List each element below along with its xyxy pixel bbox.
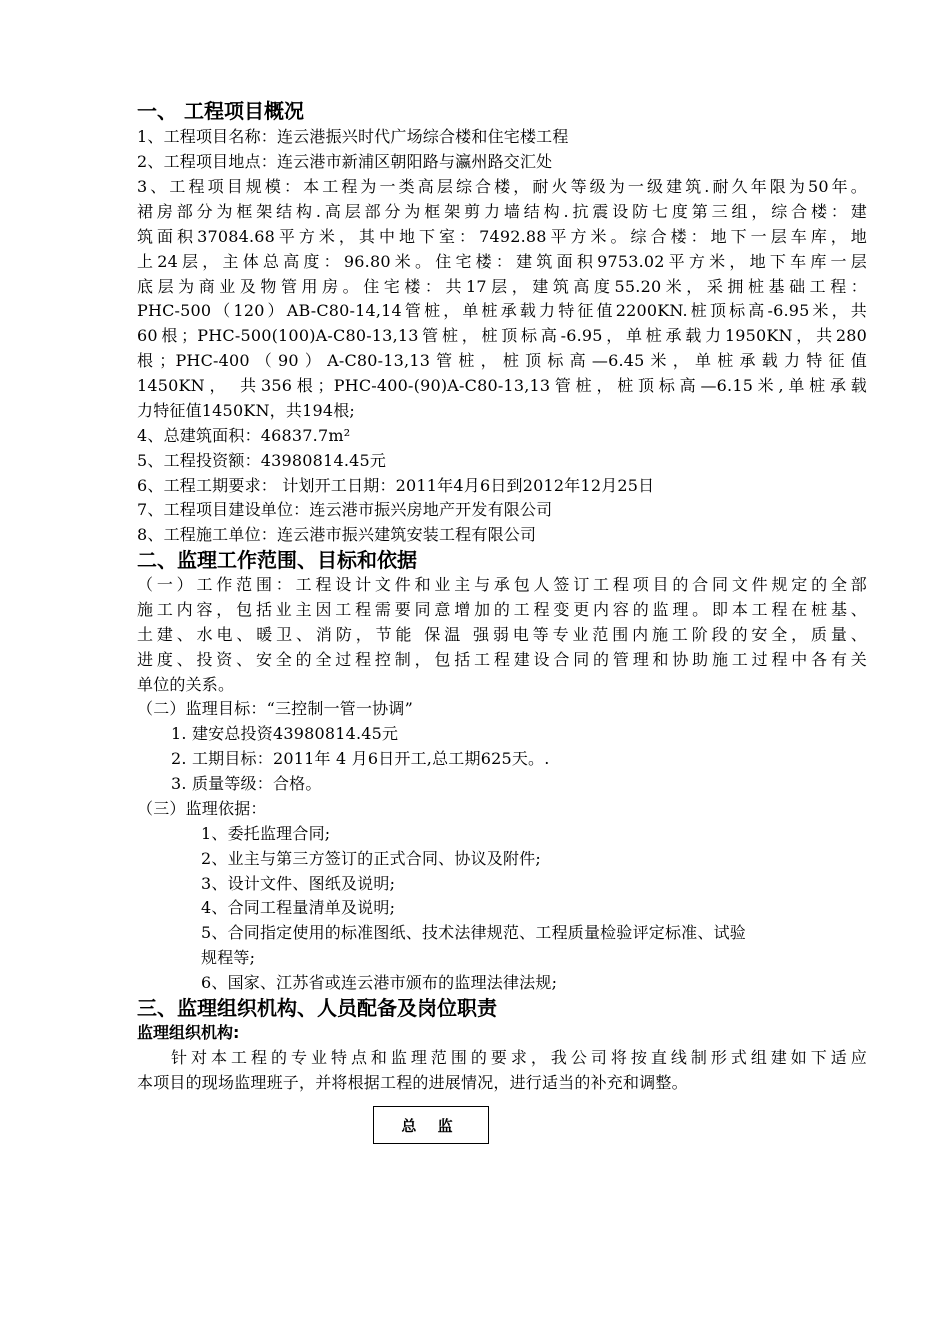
section2-title: 二、监理工作范围、目标和依据 — [137, 548, 417, 572]
section2-scope-line: 进度、投资、安全的全过程控制，包括工程建设合同的管理和协助施工过程中各有关 — [137, 650, 867, 669]
section1-line: 裙房部分为框架结构.高层部分为框架剪力墙结构.抗震设防七度第三组，综合楼：建 — [137, 202, 867, 221]
section2-scope-line: 单位的关系。 — [137, 675, 235, 694]
section2-basis-item: 5、合同指定使用的标准图纸、技术法律规范、工程质量检验评定标准、试验 — [201, 923, 746, 942]
org-chart-chief-box: 总 监 — [373, 1106, 489, 1144]
section1-line: 60根；PHC-500(100)A-C80-13,13管桩，桩顶标高-6.95，单桩承载力1950KN，共280 — [137, 326, 867, 345]
section2-basis-item: 2、业主与第三方签订的正式合同、协议及附件; — [201, 849, 541, 868]
section1-line: 力特征值1450KN，共194根; — [137, 401, 356, 420]
section2-basis-item: 3、设计文件、图纸及说明; — [201, 874, 396, 893]
section2-scope-line: （一）工作范围：工程设计文件和业主与承包人签订工程项目的合同文件规定的全部 — [137, 575, 867, 594]
section1-line: 1450KN， 共356根；PHC-400-(90)A-C80-13,13管桩，桩顶标高—6.15米,单桩承载 — [137, 376, 867, 395]
section2-basis-item: 规程等; — [201, 948, 256, 967]
section2-scope-line: 施工内容，包括业主因工程需要同意增加的工程变更内容的监理。即本工程在桩基、 — [137, 600, 867, 619]
section2-basis-title: （三）监理依据： — [137, 799, 267, 818]
section1-line: 4、总建筑面积：46837.7m² — [137, 426, 351, 445]
section1-line: PHC-500（120）AB-C80-14,14管桩，单桩承载力特征值2200KN.桩顶标高-6.95米，共 — [137, 301, 867, 320]
section3-subtitle: 监理组织机构: — [137, 1023, 240, 1042]
section3-paragraph-line: 针对本工程的专业特点和监理范围的要求，我公司将按直线制形式组建如下适应 — [171, 1048, 867, 1067]
section3-title: 三、监理组织机构、人员配备及岗位职责 — [137, 996, 497, 1020]
section1-line: 5、工程投资额：43980814.45元 — [137, 451, 387, 470]
section1-line: 8、工程施工单位：连云港市振兴建筑安装工程有限公司 — [137, 525, 537, 544]
section1-line: 6、工程工期要求： 计划开工日期：2011年4月6日到2012年12月25日 — [137, 476, 655, 495]
section1-line: 上24层，主体总高度：96.80米。住宅楼：建筑面积9753.02平方米，地下车库一层 — [137, 252, 867, 271]
section1-line: 1、工程项目名称：连云港振兴时代广场综合楼和住宅楼工程 — [137, 127, 569, 146]
section2-scope-line: 土建、水电、暖卫、消防，节能 保温 强弱电等专业范围内施工阶段的安全，质量、 — [137, 625, 867, 644]
section2-goal-item: 3. 质量等级：合格。 — [171, 774, 322, 793]
section1-line: 根；PHC-400（90）A-C80-13,13管桩，桩顶标高—6.45米，单桩承载力特征值 — [137, 351, 867, 370]
section2-goal-item: 2. 工期目标：2011年 4 月6日开工,总工期625天。. — [171, 749, 550, 768]
section1-line: 筑面积37084.68平方米，其中地下室：7492.88平方米。综合楼：地下一层车库，地 — [137, 227, 867, 246]
section2-goal-item: 1. 建安总投资43980814.45元 — [171, 724, 399, 743]
section1-line: 3、工程项目规模：本工程为一类高层综合楼，耐火等级为一级建筑.耐久年限为50年。 — [137, 177, 867, 196]
section3-paragraph-line: 本项目的现场监理班子，并将根据工程的进展情况，进行适当的补充和调整。 — [137, 1073, 688, 1092]
section1-title: 一、 工程项目概况 — [137, 99, 304, 123]
section2-basis-item: 1、委托监理合同; — [201, 824, 331, 843]
section1-line: 7、工程项目建设单位：连云港市振兴房地产开发有限公司 — [137, 500, 553, 519]
section2-basis-item: 4、合同工程量清单及说明; — [201, 898, 396, 917]
section2-goal-title: （二）监理目标：“三控制一管一协调” — [137, 699, 413, 718]
section1-line: 底层为商业及物管用房。住宅楼：共17层，建筑高度55.20米，采拥桩基础工程： — [137, 277, 867, 296]
section1-line: 2、工程项目地点：连云港市新浦区朝阳路与瀛州路交汇处 — [137, 152, 553, 171]
section2-basis-item: 6、国家、江苏省或连云港市颁布的监理法律法规; — [201, 973, 558, 992]
